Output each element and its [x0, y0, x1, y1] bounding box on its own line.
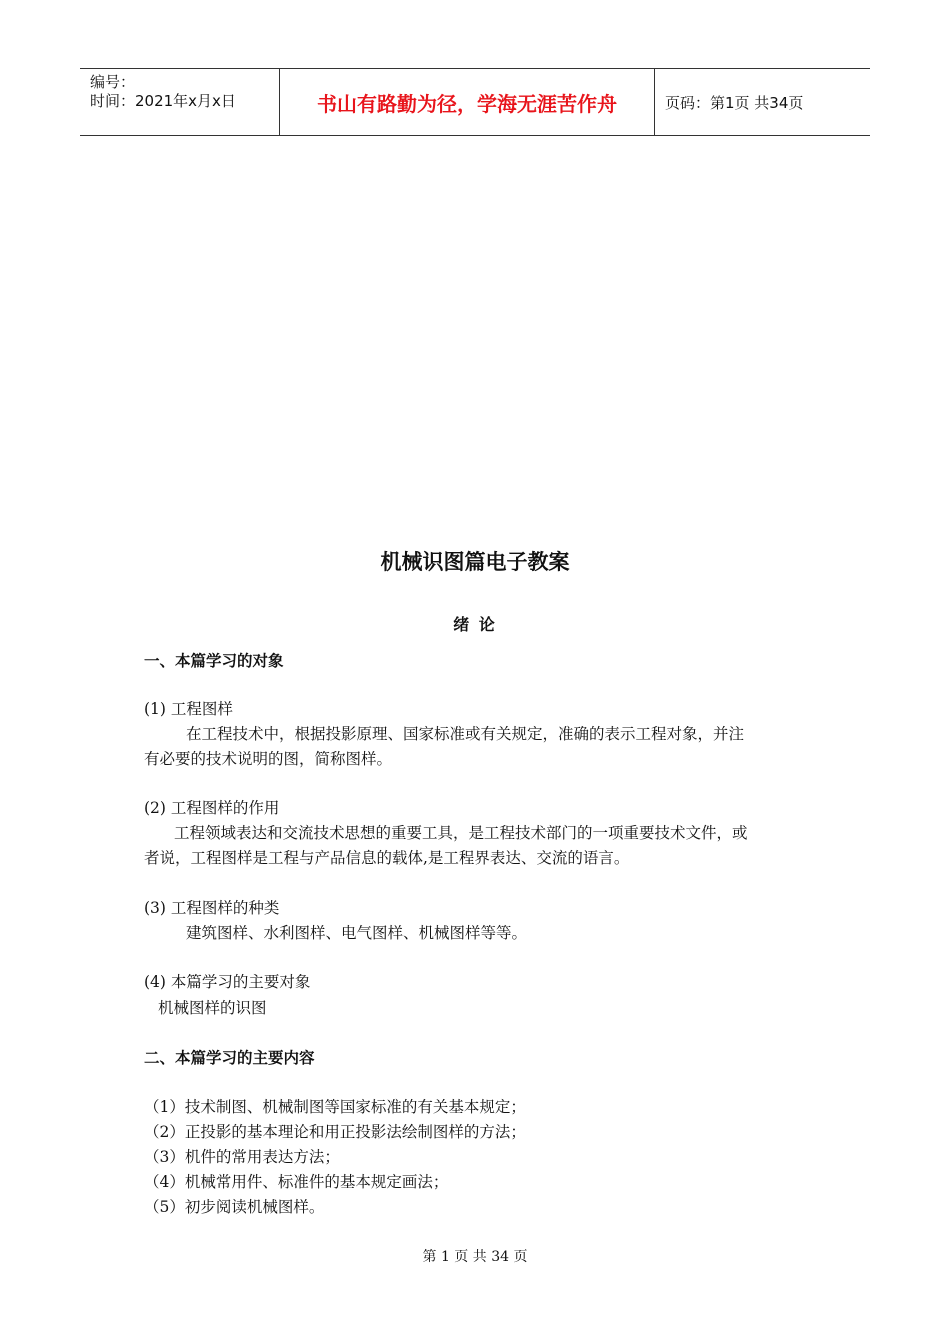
page-footer: 第 1 页 共 34 页 [422, 1249, 528, 1265]
number-label: 编号： [90, 73, 136, 91]
list-item: （4）机械常用件、标准件的基本规定画法； [144, 1173, 449, 1191]
list-item: （2）正投影的基本理论和用正投影法绘制图样的方法； [144, 1123, 526, 1141]
list-item: （5）初步阅读机械图样。 [144, 1198, 325, 1216]
header-motto: 书山有路勤为径，学海无涯苦作舟 [280, 69, 655, 135]
item-2-line-1: 工程领域表达和交流技术思想的重要工具，是工程技术部门的一项重要技术文件，或 [174, 824, 748, 842]
item-1-line-2: 有必要的技术说明的图，简称图样。 [144, 750, 393, 768]
list-item: （3）机件的常用表达方法； [144, 1148, 340, 1166]
item-4-line-1: 机械图样的识图 [158, 999, 267, 1017]
item-2-line-2: 者说，工程图样是工程与产品信息的载体,是工程界表达、交流的语言。 [144, 849, 630, 867]
list-item: （1）技术制图、机械制图等国家标准的有关基本规定； [144, 1098, 526, 1116]
section-1-heading: 一、本篇学习的对象 [144, 652, 284, 670]
section-2-heading: 二、本篇学习的主要内容 [144, 1049, 315, 1067]
header-page-info: 页码：第1页 共34页 [665, 93, 804, 112]
item-3-title: (3) 工程图样的种类 [144, 899, 280, 917]
page-header [80, 68, 870, 136]
item-1-line-1: 在工程技术中，根据投影原理、国家标准或有关规定，准确的表示工程对象，并注 [186, 725, 745, 743]
item-2-title: (2) 工程图样的作用 [144, 799, 280, 817]
header-meta [80, 69, 280, 135]
item-3-line-1: 建筑图样、水利图样、电气图样、机械图样等等。 [186, 924, 528, 942]
item-1-title: (1) 工程图样 [144, 700, 233, 718]
doc-title: 机械识图篇电子教案 [380, 550, 570, 574]
time-label: 时间：2021年x月x日 [90, 92, 236, 110]
doc-subtitle: 绪 论 [453, 615, 497, 634]
item-4-title: (4) 本篇学习的主要对象 [144, 973, 311, 991]
